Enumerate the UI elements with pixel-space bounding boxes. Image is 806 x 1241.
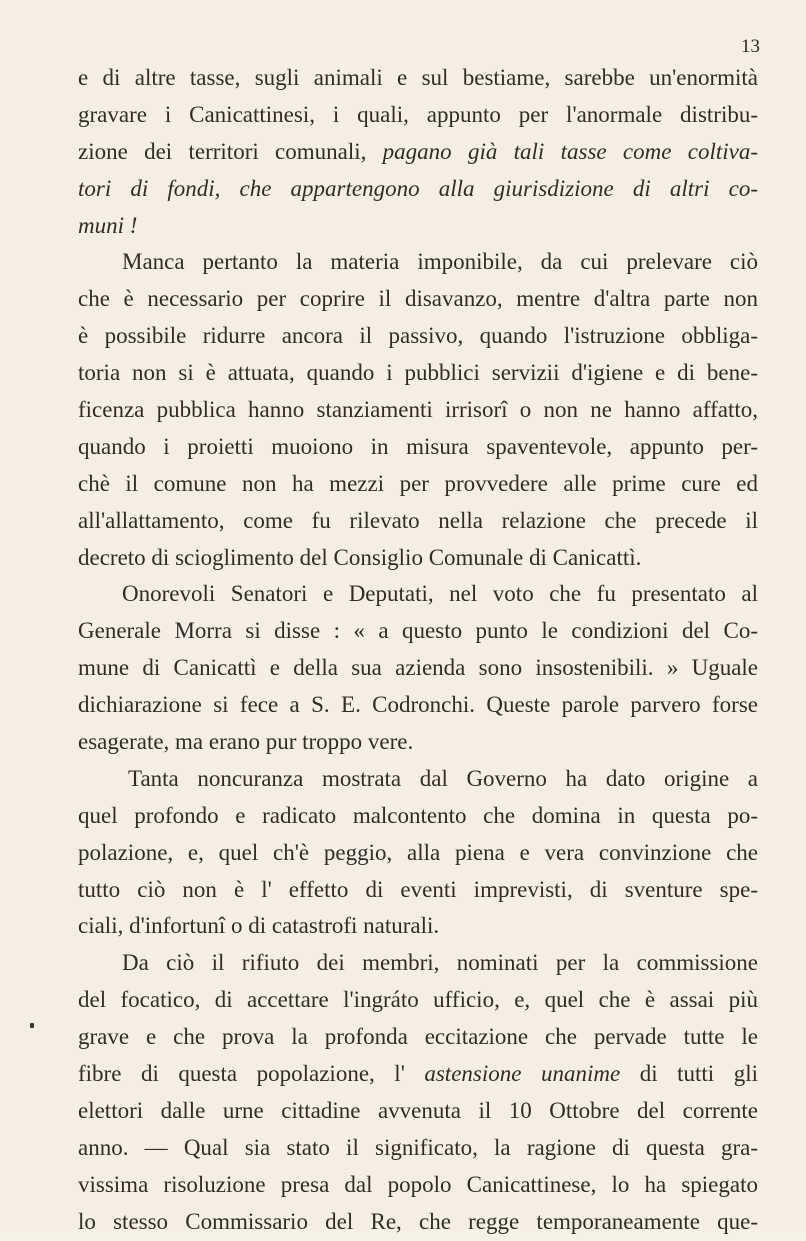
italic-text: tori di fondi, che appartengono alla giurisdizione di altri co- <box>78 175 758 201</box>
text-line: decreto di scioglimento del Consiglio Comunale di Canicattì. <box>78 544 642 570</box>
text-line: vissima risoluzione presa dal popolo Canicattinese, lo ha spiegato <box>78 1171 758 1197</box>
text-line: chè il comune non ha mezzi per provvedere alle prime cure ed <box>78 470 758 496</box>
italic-text: pagano già tali tasse come coltiva- <box>382 138 758 164</box>
text-line: lo stesso Commissario del Re, che regge temporaneamente que- <box>78 1208 758 1234</box>
text-line: è possibile ridurre ancora il passivo, quando l'istruzione obbliga- <box>78 323 758 349</box>
text-line: ficenza pubblica hanno stanziamenti irrisorî o non ne hanno affatto, <box>78 397 758 423</box>
text-line <box>78 208 758 245</box>
text-line: Generale Morra si disse : « a questo punto le condizioni del Co- <box>78 618 758 644</box>
italic-text: muni ! <box>78 212 138 238</box>
text-line: anno. — Qual sia stato il significato, la ragione di questa gra- <box>78 1134 758 1160</box>
text-line: esagerate, ma erano pur troppo vere. <box>78 729 414 755</box>
paragraph-first-line: Tanta noncuranza mostrata dal Governo ha dato origine a <box>128 765 758 791</box>
text-line: e di altre tasse, sugli animali e sul bestiame, sarebbe un'enormità <box>78 65 758 90</box>
text-line: mune di Canicattì e della sua azienda sono insostenibili. » Uguale <box>78 655 758 681</box>
text-line: zione dei territori comunali, pagano già tali tasse come coltiva- <box>78 138 758 164</box>
text-line <box>78 171 758 208</box>
text-line: che è necessario per coprire il disavanzo, mentre d'altra parte non <box>78 286 758 312</box>
text-line: polazione, e, quel ch'è peggio, alla piena e vera convinzione che <box>78 839 758 865</box>
text-line: tutto ciò non è l' effetto di eventi imprevisti, di sventure spe- <box>78 876 758 902</box>
text-line: dichiarazione si fece a S. E. Codronchi. Queste parole parvero forse <box>78 692 758 718</box>
paragraph-first-line: Onorevoli Senatori e Deputati, nel voto che fu presentato al <box>122 581 758 607</box>
text-line: elettori dalle urne cittadine avvenuta il 10 Ottobre del corrente <box>78 1097 758 1123</box>
text-line: all'allattamento, come fu rilevato nella relazione che precede il <box>78 507 758 533</box>
text-line: toria non si è attuata, quando i pubblici servizii d'igiene e di bene- <box>78 360 758 386</box>
paragraph-first-line: Manca pertanto la materia imponibile, da cui prelevare ciò <box>122 249 758 275</box>
body-text <box>78 60 758 1241</box>
text-line: del focatico, di accettare l'ingráto ufficio, e, quel che è assai più <box>78 987 758 1013</box>
italic-text: astensione unanime <box>424 1061 621 1087</box>
text-line: quel profondo e radicato malcontento che domina in questa po- <box>78 802 758 828</box>
text-line: ciali, d'infortunî o di catastrofi naturali. <box>78 913 440 939</box>
text-line: grave e che prova la profonda eccitazione che pervade tutte le <box>78 1024 758 1050</box>
text-line: gravare i Canicattinesi, i quali, appunto per l'anormale distribu- <box>78 101 758 127</box>
paragraph-first-line: Da ciò il rifiuto dei membri, nominati per la commissione <box>122 950 758 976</box>
text-line: fibre di questa popolazione, l' astensione unanime di tutti gli <box>78 1061 758 1087</box>
margin-mark <box>30 1023 34 1028</box>
page-number: 13 <box>741 36 760 57</box>
text-line: quando i proietti muoiono in misura spaventevole, appunto per- <box>78 433 758 459</box>
